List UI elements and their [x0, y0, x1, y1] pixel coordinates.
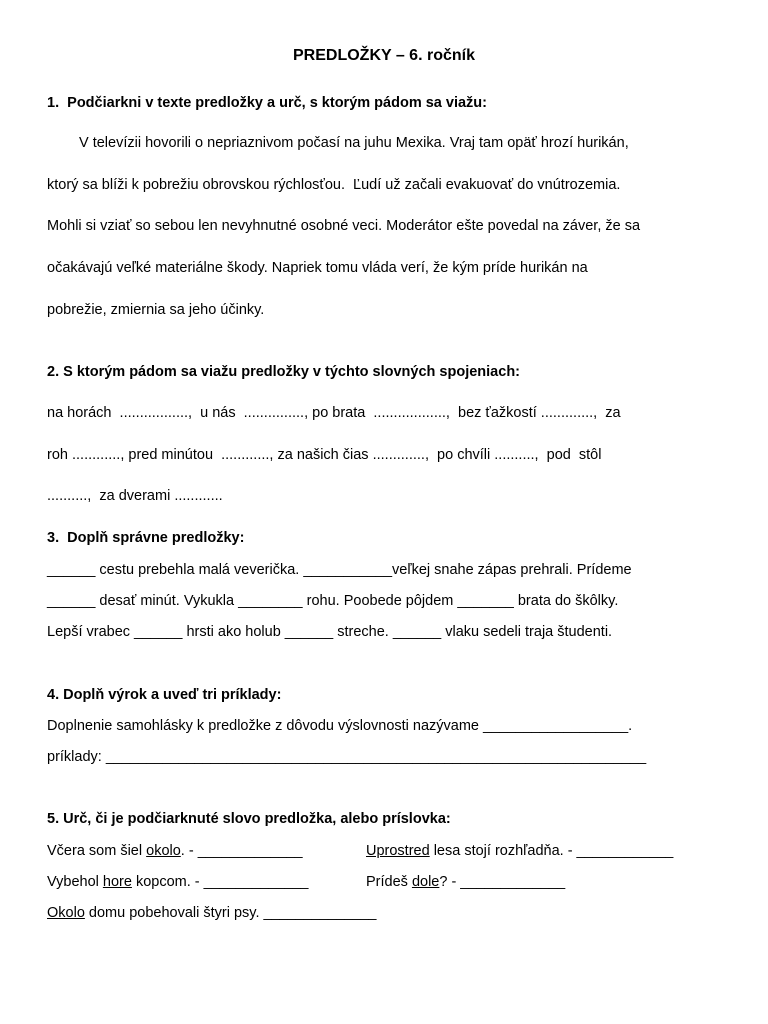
task5-text: domu pobehovali štyri psy. ______________ — [84, 905, 377, 921]
task3-text-line: ______ desať minút. Vykukla ________ rohu. Poobede pôjdem _______ brata do škôlky. — [47, 593, 619, 609]
task3-text-line: ______ cestu prebehla malá veverička. ___________veľkej snahe zápas prehrali. Prídeme — [47, 562, 632, 578]
task5-text: ? - _____________ — [439, 874, 566, 890]
underlined-word: hore — [102, 874, 132, 890]
underlined-word: okolo — [146, 843, 181, 859]
task5-text: . - _____________ — [180, 843, 303, 859]
task1-text-line: pobrežie, zmiernia sa jeho účinky. — [47, 302, 265, 318]
task1-text-line: V televízii hovorili o nepriaznivom počasí na juhu Mexika. Vraj tam opäť hrozí hurikán, — [79, 135, 629, 151]
task1-text-line: ktorý sa blíži k pobrežiu obrovskou rýchlosťou. Ľudí už začali evakuovať do vnútrozemia. — [47, 177, 621, 193]
task5-text: Vybehol — [47, 874, 103, 890]
task1-text-line: očakávajú veľké materiálne škody. Napriek tomu vláda verí, že kým príde hurikán na — [47, 260, 588, 276]
task2-text-line: .........., za dverami ............ — [47, 488, 223, 504]
task2-text-line: na horách ................., u nás ..............., po brata .................., bez ťažkostí ............., za — [47, 405, 621, 421]
task3-text-line: Lepší vrabec ______ hrsti ako holub ______ streche. ______ vlaku sedeli traja študenti. — [47, 624, 613, 640]
task5-text: lesa stojí rozhľadňa. - ____________ — [429, 843, 674, 859]
task2-text-line: roh ............, pred minútou ............, za našich čias ............., po chvíli .........., pod stôl — [47, 447, 602, 463]
task5-text: kopcom. - _____________ — [131, 874, 309, 890]
task5-item — [47, 842, 303, 860]
task1-heading: 1. Podčiarkni v texte predložky a urč, s ktorým pádom sa viažu: — [47, 95, 487, 111]
task3-heading: 3. Doplň správne predložky: — [47, 530, 245, 546]
task4-statement: Doplnenie samohlásky k predložke z dôvodu výslovnosti nazývame __________________. — [47, 718, 633, 734]
underlined-word: Okolo — [47, 905, 85, 921]
task5-item — [47, 873, 308, 891]
task5-item — [366, 842, 673, 860]
task4-heading: 4. Doplň výrok a uveď tri príklady: — [47, 687, 282, 703]
task2-heading: 2. S ktorým pádom sa viažu predložky v týchto slovných spojeniach: — [47, 364, 520, 380]
page-title: PREDLOŽKY – 6. ročník — [293, 47, 475, 64]
task5-heading: 5. Urč, či je podčiarknuté slovo predložka, alebo príslovka: — [47, 811, 451, 827]
underlined-word: dole — [411, 874, 440, 890]
task5-text: Prídeš — [366, 874, 412, 890]
task4-examples: príklady: ___________________________________________________________________ — [47, 749, 647, 765]
task5-text: Včera som šiel — [47, 843, 147, 859]
underlined-word: Uprostred — [366, 843, 430, 859]
task5-item — [366, 873, 565, 891]
task5-item — [47, 904, 376, 922]
task1-text-line: Mohli si vziať so sebou len nevyhnutné osobné veci. Moderátor ešte povedal na záver, že sa — [47, 218, 641, 234]
